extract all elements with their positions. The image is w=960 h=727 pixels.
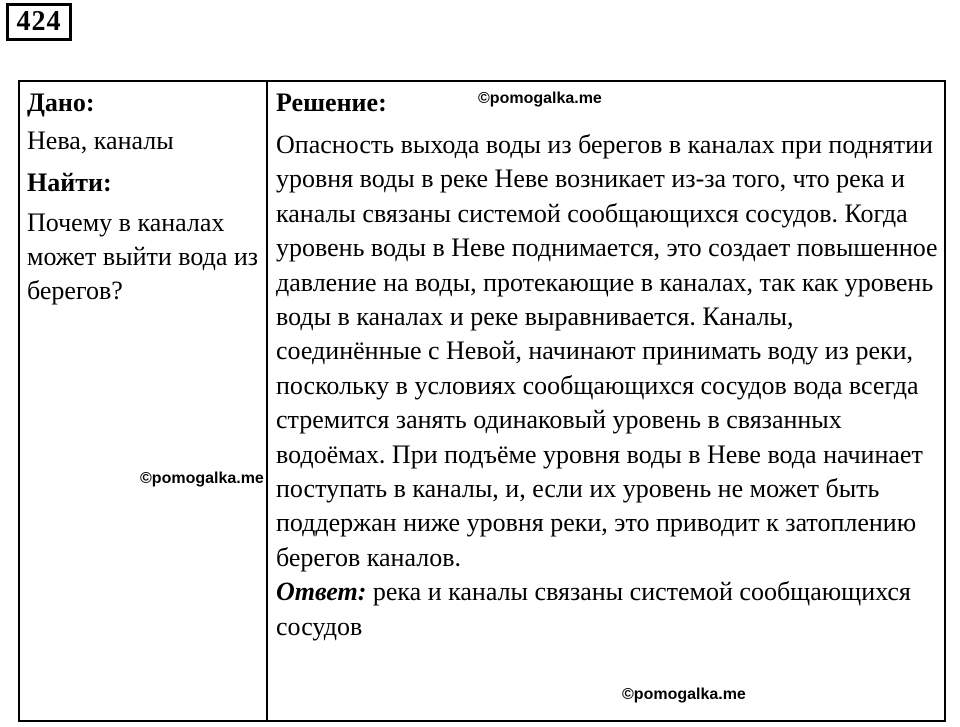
- answer-label: Ответ:: [276, 577, 367, 607]
- problem-number: 424: [6, 3, 72, 41]
- given-value: Нева, каналы: [27, 126, 174, 155]
- column-divider: [266, 82, 268, 720]
- answer-text: река и каналы связаны системой сообщающихся сосудов: [276, 577, 911, 641]
- solution-header: Решение:: [276, 88, 387, 117]
- given-header: Дано:: [27, 88, 95, 117]
- find-question: Почему в каналах может выйти вода из берегов?: [27, 208, 259, 305]
- watermark: ©pomogalka.me: [622, 686, 746, 703]
- watermark: ©pomogalka.me: [478, 90, 602, 107]
- solution-text: Опасность выхода воды из берегов в каналах при поднятии уровня воды в реке Неве возникает из-за того, что река и каналы связаны системой сообщающихся сосудов. Когда уровень воды в Неве поднимается, это создает повышенное давление на воды, протекающие в каналах, так как уровень воды в каналах и реке выравнивается. Каналы, соединённые с Невой, начинают принимать воду из реки, поскольку в условиях сообщающихся сосудов вода всегда стремится занять одинаковый уровень в связанных водоёмах. При подъёме уровня воды в Неве вода начинает поступать в каналы, и, если их уровень не может быть поддержан ниже уровня реки, это приводит к затоплению берегов каналов.: [276, 130, 938, 572]
- answer-line: [276, 575, 942, 644]
- solution-column: [276, 86, 942, 644]
- solution-table: [18, 80, 946, 722]
- find-header: Найти:: [27, 168, 112, 197]
- given-column: [27, 86, 259, 308]
- watermark: ©pomogalka.me: [140, 470, 264, 487]
